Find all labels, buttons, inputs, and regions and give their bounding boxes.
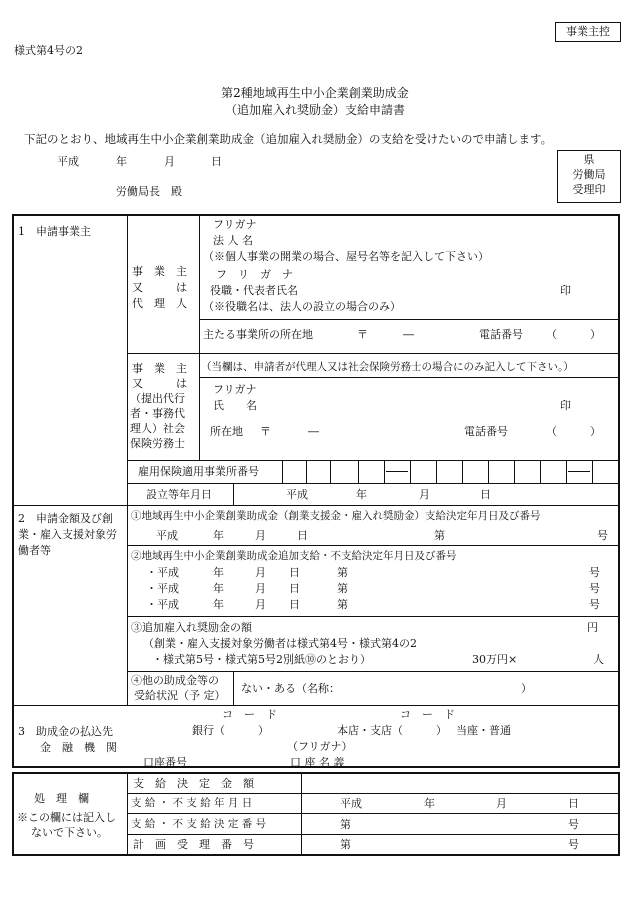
proc-row2-month: 月 [496,797,507,810]
form-number: 様式第4号の2 [14,44,83,57]
insurance-number-label: 雇用保険適用事業所番号 [138,465,259,478]
item1-go: 号 [597,529,608,542]
bank-field[interactable]: 銀行（ ） [192,724,269,737]
proc-row2-label: 支 給 ・ 不 支 給 年 月 日 [131,797,253,809]
bank-code-label: コ ー ド [222,708,277,721]
main-office-phone-paren: （ ） [546,328,601,341]
proc-row2-day: 日 [568,797,579,810]
item2-label: ②地域再生中小企業創業助成金追加支給・不支給決定年月日及び番号 [131,550,457,562]
item4-label-l1: ④他の助成金等の [131,674,219,687]
item4-value[interactable]: ない・ある（名称： [241,682,340,695]
date-month: 月 [164,155,175,168]
proxy-label-l6: 保険労務士 [130,437,185,450]
established-day: 日 [480,488,491,501]
item4-label-l2: 受給状況（予 定） [134,689,226,702]
proxy-label-l1: 事 業 主 [132,362,187,375]
employer-label-l3: 代 理 人 [132,297,187,310]
rep-furigana: フ リ ガ ナ [216,268,293,281]
item1-era: 平成 [156,529,178,542]
processing-label: 処 理 欄 [34,792,89,805]
proc-row4-go: 号 [568,838,579,851]
corp-furigana: フリガナ [213,218,257,231]
date-year: 年 [116,155,127,168]
section3-label-l2: 金 融 機 関 [40,741,117,754]
item3-note1: （創業・雇入支援対象労働者は様式第4号・様式第4の2 [143,637,417,650]
account-furigana: （フリガナ） [287,740,353,753]
established-year: 年 [356,488,367,501]
proc-row3-dai: 第 [340,818,351,831]
processing-note-l1: ※この欄には記入し [17,811,116,824]
proc-row1-label: 支 給 決 定 金 額 [133,777,254,790]
addressee: 労働局長 殿 [116,185,182,198]
receipt-bureau: 労働局 [572,168,606,181]
employer-label-l1: 事 業 主 [132,265,187,278]
date-day: 日 [211,155,222,168]
intro-text: 下記のとおり、地域再生中小企業創業助成金（追加雇入れ奨励金）の支給を受けたいので申請します。 [24,132,553,146]
proxy-seal: 印 [560,399,571,412]
proc-row4-dai: 第 [340,838,351,851]
proc-row3-label: 支 給 ・ 不 支 給 決 定 番 号 [131,818,267,830]
office-copy-label: 事業主控 [566,25,610,38]
rep-seal: 印 [560,284,571,297]
corp-name-label: 法 人 名 [213,234,253,247]
proxy-label-l3: （提出代行 [130,392,185,405]
section2-label-l3: 働者等 [18,544,51,557]
branch-code-label: コ ー ド [400,708,455,721]
item1-label: ①地域再生中小企業創業助成金（創業支援金・雇入れ奨励金）支給決定年月日及び番号 [131,510,541,522]
section2-label-l2: 業・雇入支援対象労 [18,528,117,541]
item3-label: ③追加雇入れ奨励金の額 [131,621,252,634]
item3-person: 人 [593,653,604,666]
section2-label-l1: 2 申請金額及び創 [18,512,113,525]
account-number-label: 口座番号 [143,756,187,769]
proxy-location-label: 所在地 [210,425,243,438]
item1-day: 日 [297,529,308,542]
established-era: 平成 [286,488,308,501]
main-office-label: 主たる事業所の所在地 [203,328,313,341]
item3-yen: 円 [587,621,598,634]
established-month: 月 [419,488,430,501]
rep-name-label: 役職・代表者氏名 [210,284,298,297]
item4-close: ） [521,682,532,695]
date-era: 平成 [57,155,79,168]
established-label: 設立等年月日 [146,488,212,501]
proxy-label-l2: 又 は [132,377,187,390]
form-title-line1: 第2種地域再生中小企業創業助成金 [221,86,409,100]
corp-note: （※個人事業の開業の場合、屋号名等を記入して下さい） [203,250,489,263]
proxy-note: （当欄は、申請者が代理人又は社会保険労務士の場合にのみ記入して下さい。） [201,361,574,373]
item1-month: 月 [255,529,266,542]
item1-year: 年 [213,529,224,542]
proc-row4-label: 計 画 受 理 番 号 [133,838,254,851]
proc-row2-year: 年 [424,797,435,810]
proxy-dash: ― [308,425,319,438]
receipt-seal: 受理印 [572,183,606,196]
proc-row3-go: 号 [568,818,579,831]
main-office-dash: ― [403,328,414,341]
proxy-postal: 〒 [260,425,271,438]
receipt-pref: 県 [583,153,595,166]
main-office-phone: 電話番号 [479,328,523,341]
section1-label: 1 申請事業主 [18,225,91,238]
section3-label-l1: 3 助成金の払込先 [18,725,113,738]
proxy-label-l4: 者・事務代 [130,407,185,420]
proxy-label-l5: 理人）社会 [130,422,185,435]
main-office-postal: 〒 [357,328,368,341]
rep-note: （※役職名は、法人の設立の場合のみ） [203,300,401,313]
processing-note-l2: ないで下さい。 [31,826,108,839]
account-name-label: 口 座 名 義 [290,756,345,769]
proxy-phone: 電話番号 [464,425,508,438]
item3-amount: 30万円× [472,653,518,666]
account-type[interactable]: 当座・普通 [456,724,511,737]
proxy-furigana: フリガナ [213,383,257,396]
employer-label-l2: 又 は [132,281,187,294]
item3-note2: ・様式第5号・様式第5号2別紙⑩のとおり） [152,653,371,666]
item1-dai: 第 [434,529,445,542]
proxy-phone-paren: （ ） [546,425,601,438]
branch-field[interactable]: 本店・支店（ ） [337,724,447,737]
proxy-name-label: 氏 名 [213,399,257,412]
proc-row2-era: 平成 [340,797,362,810]
form-title-line2: （追加雇入れ奨励金）支給申請書 [224,103,405,117]
